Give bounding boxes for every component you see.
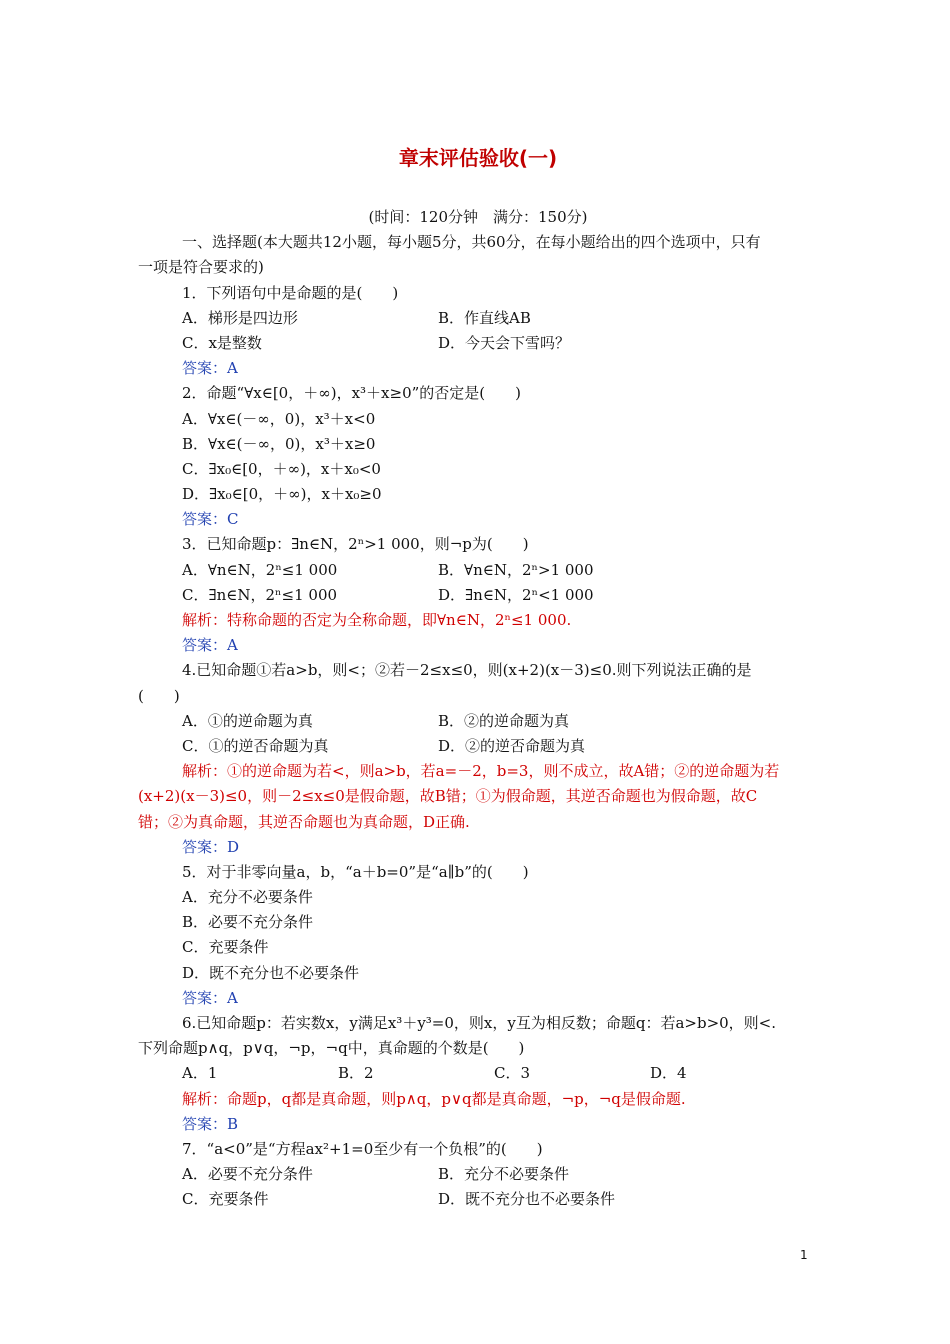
option-c: C．∃x₀∈[0，＋∞)，x＋x₀<0 [182,459,381,478]
question-4-options-row2 [138,734,818,759]
option-b: B．∀x∈(－∞，0)，x³＋x≥0 [182,434,376,453]
option-c: C．①的逆否命题为真 [182,736,329,755]
question-6-options [138,1061,818,1086]
question-6-stem: 6.已知命题p：若实数x，y满足x³＋y³=0，则x，y互为相反数；命题q：若a>b>0，则<. [182,1014,777,1032]
option-a: A．①的逆命题为真 [182,711,313,730]
question-6-analysis: 解析：命题p，q都是真命题，则p∧q，p∨q都是真命题，¬p，¬q是假命题. [182,1089,686,1108]
question-4-options-row1 [138,709,818,734]
option-d: D．既不充分也不必要条件 [182,963,360,982]
option-a: A．∀n∈N，2ⁿ≤1 000 [182,560,338,579]
option-d: D．∃n∈N，2ⁿ<1 000 [438,585,594,604]
option-b: B．2 [338,1064,374,1083]
option-c: C．充要条件 [182,938,269,957]
option-b: B．②的逆命题为真 [438,711,570,730]
option-b: B．必要不充分条件 [182,913,314,932]
question-3-options-row1 [138,558,818,583]
option-d: D．今天会下雪吗？ [438,333,571,352]
section-header-cont: 一项是符合要求的) [138,258,264,277]
question-5-answer: 答案：A [182,988,238,1007]
question-7-stem: 7．“a<0”是“方程ax²+1=0至少有一个负根”的( ) [182,1139,543,1158]
question-4-analysis-cont: 错；②为真命题，其逆否命题也为真命题，D正确. [138,812,470,831]
question-7-options-row1 [138,1162,818,1187]
option-d: D．既不充分也不必要条件 [438,1190,616,1209]
option-a: A．梯形是四边形 [182,308,298,327]
option-c: C．3 [494,1064,531,1083]
option-b: B．作直线AB [438,308,531,327]
document-body [138,145,818,1213]
option-b: B．∀n∈N，2ⁿ>1 000 [438,560,594,579]
option-b: B．充分不必要条件 [438,1165,570,1184]
exam-info: (时间：120分钟 满分：150分) [368,208,588,226]
question-6-stem-cont: 下列命题p∧q，p∨q，¬p，¬q中，真命题的个数是( ) [138,1039,525,1058]
option-d: D．∃x₀∈[0，＋∞)，x＋x₀≥0 [182,485,382,504]
question-1-options-row1 [138,306,818,331]
option-a: A．必要不充分条件 [182,1165,313,1184]
option-a: A．1 [182,1064,218,1083]
option-a: A．∀x∈(－∞，0)，x³＋x<0 [182,409,376,428]
question-4-analysis-cont: (x+2)(x－3)≤0，则－2≤x≤0是假命题，故B错；①为假命题，其逆否命题也为假命题，故C [138,787,758,806]
question-4-analysis: 解析：①的逆命题为若<，则a>b，若a=－2，b=3，则不成立，故A错；②的逆命题为若 [182,762,780,781]
page-title: 章末评估验收(一) [398,146,558,170]
option-d: D．②的逆否命题为真 [438,736,586,755]
option-a: A．充分不必要条件 [182,888,313,907]
option-d: D．4 [650,1064,687,1083]
question-1-options-row2 [138,331,818,356]
question-4-stem-cont: ( ) [138,686,180,705]
question-5-stem: 5．对于非零向量a，b，“a＋b=0”是“a∥b”的( ) [182,862,529,881]
question-1-answer: 答案：A [182,359,238,378]
question-3-analysis: 解析：特称命题的否定为全称命题，即∀n∈N，2ⁿ≤1 000. [182,611,572,629]
question-3-stem: 3．已知命题p：∃n∈N，2ⁿ>1 000，则¬p为( ) [182,535,529,554]
option-c: C．x是整数 [182,333,262,352]
option-c: C．∃n∈N，2ⁿ≤1 000 [182,585,338,604]
question-3-options-row2 [138,583,818,608]
section-header: 一、选择题(本大题共12小题，每小题5分，共60分，在每小题给出的四个选项中，只有 [182,233,761,252]
question-2-answer: 答案：C [182,510,239,529]
question-7-options-row2 [138,1187,818,1212]
question-3-answer: 答案：A [182,636,238,655]
question-4-answer: 答案：D [182,837,240,856]
option-c: C．充要条件 [182,1190,269,1209]
question-4-stem: 4.已知命题①若a>b，则<；②若－2≤x≤0，则(x+2)(x－3)≤0.则下列说法正确的是 [182,661,752,680]
question-1-stem: 1．下列语句中是命题的是( ) [182,283,399,302]
question-6-answer: 答案：B [182,1114,239,1133]
page-number: 1 [800,1248,808,1262]
question-2-stem: 2．命题“∀x∈[0，＋∞)，x³＋x≥0”的否定是( ) [182,384,521,403]
